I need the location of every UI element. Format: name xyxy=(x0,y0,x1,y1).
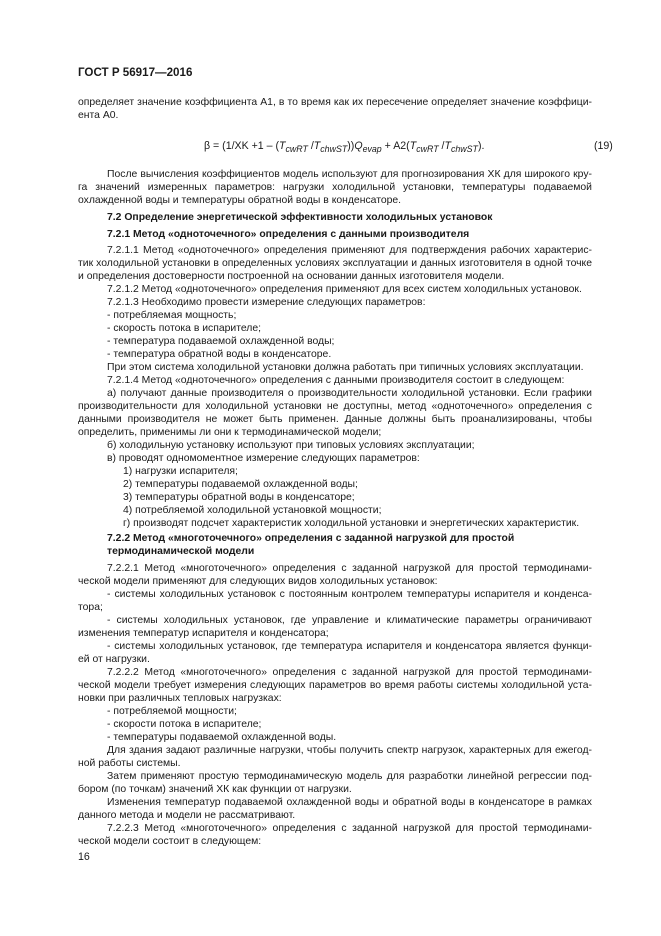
text-line: производительности для холодильной установки не доступны, метод «одноточечного» определения с xyxy=(78,401,592,412)
text-line: 7.2.2.2 Метод «многоточечного» определения с заданной нагрузкой для простой термодинами- xyxy=(107,667,592,678)
list-item: - температура обратной воды в конденсаторе. xyxy=(107,349,332,360)
text-line: охлажденной воды и температуры обратной воды в конденсаторе. xyxy=(78,195,402,206)
text-line: 7.2.2.1 Метод «многоточечного» определения с заданной нагрузкой для простой термодинами- xyxy=(107,563,592,574)
text-line: изменения температур испарителя и конденсатора; xyxy=(78,628,329,639)
text-line: 7.2.1.2 Метод «одноточечного» определения применяют для всех систем холодильных установок. xyxy=(107,284,582,295)
text-line: ческой модели требует измерения следующих параметров во время работы системы холодильной уста- xyxy=(78,680,592,691)
subsection-heading: 7.2.2 Метод «многоточечного» определения с заданной нагрузкой для простой xyxy=(107,533,515,544)
list-item: б) холодильную установку используют при типовых условиях эксплуатации; xyxy=(107,440,475,451)
list-item: 2) температуры подаваемой охлажденной воды; xyxy=(123,479,358,490)
text-line: а) получают данные производителя о производительности холодильной установки. Если графики xyxy=(107,388,592,399)
text-line: бором (по точкам) значений ХК как функции от нагрузки. xyxy=(78,784,352,795)
list-item: - потребляемой мощности; xyxy=(107,706,237,717)
text-line: 7.2.1.3 Необходимо провести измерение следующих параметров: xyxy=(107,297,426,308)
text-line: данными производителя не может быть применен. Данные должны быть проанализированы, чтобы xyxy=(78,414,592,425)
text-line: новки при различных тепловых нагрузках: xyxy=(78,693,282,704)
subsection-heading: термодинамической модели xyxy=(107,546,255,557)
text-line: определяет значение коэффициента А1, в то время как их пересечение определяет значение коэффици- xyxy=(78,97,592,108)
text-line: ей от нагрузки. xyxy=(78,654,150,665)
text-line: 7.2.1.4 Метод «одноточечного» определения с данными производителя состоит в следующем: xyxy=(107,375,565,386)
text-line: данного метода и модели не рассматривают. xyxy=(78,810,296,821)
formula-19: $\beta = (1/XK +1 - (T_{cwRT}$ $/T_{chwST}))Q_{evap} + A2(T_{cwRT}$ $/T_{chwST}$). xyxy=(204,140,485,155)
text-line: После вычисления коэффициентов модель используют для прогнозирования ХК для широкого кру- xyxy=(107,169,592,180)
list-item: в) проводят одномоментное измерение следующих параметров: xyxy=(107,453,420,464)
text-line: При этом система холодильной установки должна работать при типичных условиях эксплуатации. xyxy=(107,362,584,373)
list-item: 3) температуры обратной воды в конденсаторе; xyxy=(123,492,355,503)
text-line: ческой модели состоит в следующем: xyxy=(78,836,262,847)
text-line: ческой модели применяют для следующих видов холодильных установок: xyxy=(78,576,438,587)
list-item: 1) нагрузки испарителя; xyxy=(123,466,238,477)
subsection-heading: 7.2.1 Метод «одноточечного» определения с данными производителя xyxy=(107,229,470,240)
list-item: - системы холодильных установок, где температура испарителя и конденсатора является функци- xyxy=(107,641,592,652)
text-line: Затем применяют простую термодинамическую модель для разработки линейной регрессии под- xyxy=(107,771,592,782)
text-line: га значений измеренных параметров: нагрузки холодильной установки, температуры подаваемой xyxy=(78,182,592,193)
list-item: г) производят подсчет характеристик холодильной установки и энергетических характеристик. xyxy=(123,518,580,529)
text-line: 7.2.1.1 Метод «одноточечного» определения применяют для подтверждения рабочих характерис- xyxy=(107,245,592,256)
text-line: тора; xyxy=(78,602,103,613)
text-line: ной работы системы. xyxy=(78,758,181,769)
list-item: - температуры подаваемой охлажденной воды. xyxy=(107,732,337,743)
list-item: - системы холодильных установок, где управление и климатические параметры ограничивают xyxy=(107,615,592,626)
list-item: - температура подаваемой охлажденной воды; xyxy=(107,336,335,347)
list-item: - скорость потока в испарителе; xyxy=(107,323,262,334)
text-line: тик холодильной установки в определенных условиях эксплуатации и данных изготовителя в одной точке xyxy=(78,258,592,269)
text-line: ента А0. xyxy=(78,110,119,121)
text-line: и определения достоверности построенной на основании данных изготовителя модели. xyxy=(78,271,505,282)
section-heading: 7.2 Определение энергетической эффективности холодильных установок xyxy=(107,212,493,223)
list-item: - скорости потока в испарителе; xyxy=(107,719,262,730)
text-line: определить, применимы ли они к термодинамической модели; xyxy=(78,427,382,438)
list-item: 4) потребляемой холодильной установкой мощности; xyxy=(123,505,382,516)
text-line: Для здания задают различные нагрузки, чтобы получить спектр нагрузок, характерных для ежегод- xyxy=(107,745,592,756)
list-item: - потребляемая мощность; xyxy=(107,310,237,321)
list-item: - системы холодильных установок с постоянным контролем температуры испарителя и конденса- xyxy=(107,589,592,600)
formula-number: (19) xyxy=(594,140,613,152)
text-line: Изменения температур подаваемой охлажденной воды и обратной воды в конденсаторе в рамках xyxy=(107,797,592,808)
standard-header: ГОСТ Р 56917—2016 xyxy=(78,66,193,79)
page-number: 16 xyxy=(78,851,90,863)
text-line: 7.2.2.3 Метод «многоточечного» определения с заданной нагрузкой для простой термодинами- xyxy=(107,823,592,834)
